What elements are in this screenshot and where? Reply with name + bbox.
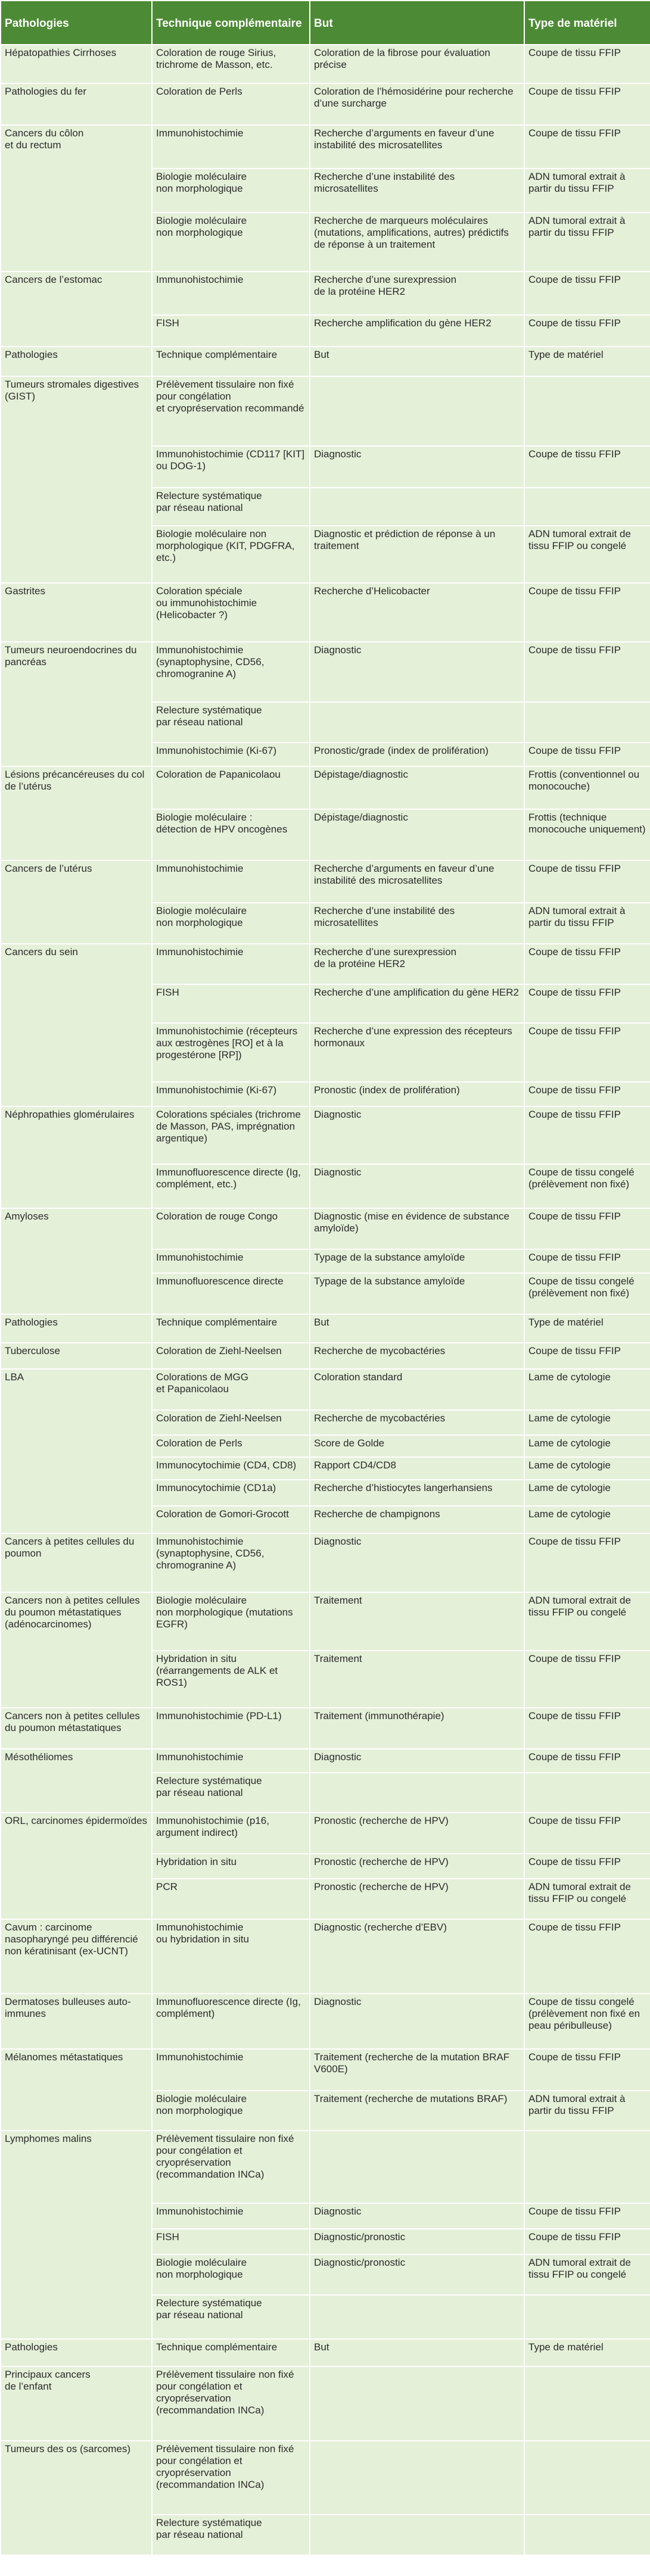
technique-cell: Immunohistochimie (Ki-67) [152, 743, 310, 766]
pathology-cell: Gastrites [1, 583, 152, 642]
material-cell: ADN tumoral extrait à partir du tissu FFIP [524, 169, 650, 213]
table-row [1, 2131, 650, 2203]
material-cell: ADN tumoral extrait de tissu FFIP ou congelé [524, 1592, 650, 1651]
material-cell [524, 2295, 650, 2339]
table-row [1, 2366, 650, 2441]
material-cell: ADN tumoral extrait à partir du tissu FFIP [524, 2091, 650, 2131]
technique-cell: Biologie moléculaire non morphologique (KIT, PDGFRA, etc.) [152, 526, 310, 583]
header-technique: Technique complémentaire [152, 1314, 310, 1343]
purpose-cell: Recherche de mycobactéries [310, 1343, 524, 1369]
pathology-cell: Mésothéliomes [1, 1749, 152, 1813]
technique-cell: Relecture systématique par réseau national [152, 702, 310, 743]
technique-cell: Immunohistochimie (synaptophysine, CD56, chromogranine A) [152, 642, 310, 702]
technique-cell: Coloration de Perls [152, 1435, 310, 1457]
pathology-cell: Amyloses [1, 1208, 152, 1314]
material-cell: Lame de cytologie [524, 1410, 650, 1435]
purpose-cell [310, 2366, 524, 2441]
material-cell: Coupe de tissu FFIP [524, 2229, 650, 2254]
pathology-cell: ORL, carcinomes épidermoïdes [1, 1813, 152, 1919]
technique-cell: Coloration de rouge Sirius, trichrome de Masson, etc. [152, 45, 310, 83]
technique-cell: Prélèvement tissulaire non fixé pour congélation et cryopréservation (recommandation INCa) [152, 2366, 310, 2441]
header-pathologies: Pathologies [1, 347, 152, 376]
header-technique: Technique complémentaire [152, 347, 310, 376]
technique-cell: Colorations spéciales (trichrome de Masson, PAS, imprégnation argentique) [152, 1106, 310, 1164]
technique-cell: Biologie moléculaire non morphologique (mutations EGFR) [152, 1592, 310, 1651]
material-cell: Coupe de tissu FFIP [524, 860, 650, 903]
purpose-cell: Diagnostic/pronostic [310, 2254, 524, 2295]
header-but: But [310, 347, 524, 376]
technique-cell: Immunohistochimie (p16, argument indirect) [152, 1813, 310, 1854]
material-cell: Coupe de tissu FFIP [524, 1249, 650, 1273]
technique-cell: PCR [152, 1879, 310, 1919]
technique-cell: Immunohistochimie (PD-L1) [152, 1708, 310, 1749]
material-cell: Lame de cytologie [524, 1457, 650, 1480]
technique-cell: Colorations de MGG et Papanicolaou [152, 1369, 310, 1410]
repeated-header-row [1, 2339, 650, 2366]
material-cell: ADN tumoral extrait à partir du tissu FFIP [524, 213, 650, 272]
purpose-cell: Diagnostic (recherche d’EBV) [310, 1919, 524, 1994]
material-cell: Coupe de tissu FFIP [524, 2049, 650, 2091]
purpose-cell [310, 2441, 524, 2515]
purpose-cell: Recherche d’arguments en faveur d’une instabilité des microsatellites [310, 860, 524, 903]
header-pathologies: Pathologies [1, 1314, 152, 1343]
technique-cell: Immunocytochimie (CD4, CD8) [152, 1457, 310, 1480]
material-cell: Frottis (technique monocouche uniquement) [524, 809, 650, 860]
pathology-cell: Cancers non à petites cellules du poumon métastatiques (adénocarcinomes) [1, 1592, 152, 1708]
material-cell: Lame de cytologie [524, 1435, 650, 1457]
material-cell: Coupe de tissu FFIP [524, 1919, 650, 1994]
technique-cell: Biologie moléculaire non morphologique [152, 213, 310, 272]
material-cell: Coupe de tissu FFIP [524, 1749, 650, 1773]
material-cell: Frottis (conventionnel ou monocouche) [524, 766, 650, 809]
table-row [1, 1749, 650, 1773]
material-cell: Coupe de tissu FFIP [524, 743, 650, 766]
table-row [1, 1708, 650, 1749]
technique-cell: Relecture systématique par réseau national [152, 1773, 310, 1813]
material-cell: Coupe de tissu FFIP [524, 2203, 650, 2229]
material-cell: Lame de cytologie [524, 1506, 650, 1533]
purpose-cell: Recherche de champignons [310, 1506, 524, 1533]
purpose-cell: Diagnostic (mise en évidence de substance amyloïde) [310, 1208, 524, 1249]
table-row [1, 944, 650, 984]
pathology-cell: Cancers du sein [1, 944, 152, 1106]
material-cell: Coupe de tissu FFIP [524, 315, 650, 347]
technique-cell: Immunohistochimie [152, 860, 310, 903]
table-row [1, 766, 650, 809]
technique-cell: Immunocytochimie (CD1a) [152, 1480, 310, 1506]
purpose-cell: Recherche amplification du gène HER2 [310, 315, 524, 347]
material-cell: Coupe de tissu FFIP [524, 1651, 650, 1708]
pathology-cell: Pathologies du fer [1, 83, 152, 125]
material-cell: Coupe de tissu FFIP [524, 45, 650, 83]
technique-cell: Coloration de Ziehl-Neelsen [152, 1410, 310, 1435]
technique-cell: Hybridation in situ [152, 1854, 310, 1879]
technique-cell: Coloration de Papanicolaou [152, 766, 310, 809]
technique-cell: Immunohistochimie (Ki-67) [152, 1082, 310, 1106]
purpose-cell [310, 2515, 524, 2555]
purpose-cell [310, 702, 524, 743]
pathology-cell: Tuberculose [1, 1343, 152, 1369]
material-cell: Coupe de tissu FFIP [524, 1813, 650, 1854]
material-cell: Coupe de tissu FFIP [524, 1208, 650, 1249]
purpose-cell: Recherche de marqueurs moléculaires (mutations, amplifications, autres) prédictifs de réponse à un traitement [310, 213, 524, 272]
table-row [1, 1208, 650, 1249]
purpose-cell: Diagnostic [310, 1994, 524, 2049]
purpose-cell: Diagnostic/pronostic [310, 2229, 524, 2254]
technique-cell: Prélèvement tissulaire non fixé pour congélation et cryopréservation recommandé [152, 376, 310, 446]
technique-cell: Hybridation in situ (réarrangements de ALK et ROS1) [152, 1651, 310, 1708]
purpose-cell: Pronostic (recherche de HPV) [310, 1879, 524, 1919]
table-row [1, 642, 650, 702]
pathology-cell: Principaux cancers de l’enfant [1, 2366, 152, 2441]
technique-cell: Coloration de rouge Congo [152, 1208, 310, 1249]
purpose-cell: Recherche d’arguments en faveur d’une instabilité des microsatellites [310, 125, 524, 169]
purpose-cell: Score de Golde [310, 1435, 524, 1457]
purpose-cell: Traitement [310, 1592, 524, 1651]
pathology-cell: Hépatopathies Cirrhoses [1, 45, 152, 83]
technique-cell: Immunofluorescence directe (Ig, complément) [152, 1994, 310, 2049]
material-cell [524, 2441, 650, 2515]
table-row [1, 1106, 650, 1164]
table-row [1, 83, 650, 125]
material-cell [524, 2131, 650, 2203]
header-pathologies: Pathologies [1, 1, 152, 45]
material-cell: Coupe de tissu congelé (prélèvement non fixé en peau péribulleuse) [524, 1994, 650, 2049]
pathology-cell: Cancers à petites cellules du poumon [1, 1533, 152, 1592]
pathology-cell: Cancers de l’estomac [1, 272, 152, 347]
purpose-cell [310, 376, 524, 446]
material-cell: ADN tumoral extrait de tissu FFIP ou congelé [524, 2254, 650, 2295]
purpose-cell: Pronostic (recherche de HPV) [310, 1854, 524, 1879]
technique-cell: Immunohistochimie (récepteurs aux œstrogènes [RO] et à la progestérone [RP]) [152, 1023, 310, 1082]
purpose-cell [310, 488, 524, 526]
material-cell: ADN tumoral extrait de tissu FFIP ou congelé [524, 526, 650, 583]
header-material: Type de matériel [524, 2339, 650, 2366]
repeated-header-row [1, 1314, 650, 1343]
material-cell: Coupe de tissu FFIP [524, 583, 650, 642]
pathology-cell: Cancers de l’utérus [1, 860, 152, 944]
purpose-cell: Coloration de la fibrose pour évaluation précise [310, 45, 524, 83]
purpose-cell: Recherche de mycobactéries [310, 1410, 524, 1435]
purpose-cell: Traitement [310, 1651, 524, 1708]
technique-cell: Immunohistochimie [152, 1249, 310, 1273]
material-cell: Coupe de tissu FFIP [524, 125, 650, 169]
table-row [1, 125, 650, 169]
purpose-cell: Recherche d’Helicobacter [310, 583, 524, 642]
technique-cell: FISH [152, 315, 310, 347]
table-row [1, 376, 650, 446]
purpose-cell: Diagnostic [310, 446, 524, 488]
pathology-cell: Tumeurs neuroendocrines du pancréas [1, 642, 152, 766]
purpose-cell: Typage de la substance amyloïde [310, 1273, 524, 1314]
material-cell: Coupe de tissu FFIP [524, 1854, 650, 1879]
table-row [1, 1592, 650, 1651]
purpose-cell: Diagnostic [310, 1106, 524, 1164]
material-cell: Coupe de tissu congelé (prélèvement non fixé) [524, 1164, 650, 1208]
technique-cell: Biologie moléculaire non morphologique [152, 169, 310, 213]
header-technique: Technique complémentaire [152, 1, 310, 45]
header-but: But [310, 1, 524, 45]
header-but: But [310, 2339, 524, 2366]
material-cell: Coupe de tissu FFIP [524, 1343, 650, 1369]
purpose-cell: Rapport CD4/CD8 [310, 1457, 524, 1480]
purpose-cell: Coloration standard [310, 1369, 524, 1410]
table-row [1, 1919, 650, 1994]
purpose-cell: Pronostic (recherche de HPV) [310, 1813, 524, 1854]
purpose-cell [310, 2131, 524, 2203]
header-material: Type de matériel [524, 1, 650, 45]
purpose-cell: Recherche d’une surexpression de la protéine HER2 [310, 944, 524, 984]
purpose-cell: Diagnostic et prédiction de réponse à un traitement [310, 526, 524, 583]
technique-cell: Immunohistochimie [152, 2203, 310, 2229]
technique-cell: Biologie moléculaire : détection de HPV oncogènes [152, 809, 310, 860]
pathology-cell: LBA [1, 1369, 152, 1533]
material-cell [524, 488, 650, 526]
table-row [1, 1994, 650, 2049]
purpose-cell: Diagnostic [310, 1533, 524, 1592]
material-cell: Coupe de tissu FFIP [524, 1708, 650, 1749]
technique-cell: Coloration de Ziehl-Neelsen [152, 1343, 310, 1369]
material-cell [524, 2515, 650, 2555]
table-row [1, 583, 650, 642]
material-cell [524, 1773, 650, 1813]
table-row [1, 272, 650, 315]
technique-cell: Immunohistochimie [152, 125, 310, 169]
table-row [1, 1533, 650, 1592]
material-cell: Coupe de tissu FFIP [524, 1533, 650, 1592]
material-cell: Coupe de tissu FFIP [524, 944, 650, 984]
purpose-cell: Recherche d’une surexpression de la protéine HER2 [310, 272, 524, 315]
pathology-cell: Cancers du côlon et du rectum [1, 125, 152, 272]
pathology-cell: Dermatoses bulleuses auto-immunes [1, 1994, 152, 2049]
material-cell: Coupe de tissu FFIP [524, 1082, 650, 1106]
purpose-cell: Diagnostic [310, 1749, 524, 1773]
technique-cell: Immunofluorescence directe (Ig, complément, etc.) [152, 1164, 310, 1208]
technique-cell: Immunohistochimie [152, 1749, 310, 1773]
header-pathologies: Pathologies [1, 2339, 152, 2366]
material-cell: Coupe de tissu FFIP [524, 984, 650, 1023]
technique-cell: Biologie moléculaire non morphologique [152, 2091, 310, 2131]
material-cell: Coupe de tissu FFIP [524, 642, 650, 702]
technique-cell: FISH [152, 2229, 310, 2254]
purpose-cell [310, 2295, 524, 2339]
purpose-cell: Recherche d’une instabilité des microsatellites [310, 903, 524, 944]
material-cell: Coupe de tissu FFIP [524, 1106, 650, 1164]
material-cell: Lame de cytologie [524, 1480, 650, 1506]
purpose-cell: Pronostic/grade (index de prolifération) [310, 743, 524, 766]
purpose-cell [310, 1773, 524, 1813]
material-cell [524, 702, 650, 743]
purpose-cell: Recherche d’une instabilité des microsatellites [310, 169, 524, 213]
purpose-cell: Dépistage/diagnostic [310, 766, 524, 809]
technique-cell: Immunofluorescence directe [152, 1273, 310, 1314]
table-header-row [1, 1, 650, 45]
purpose-cell: Recherche d’une amplification du gène HER2 [310, 984, 524, 1023]
purpose-cell: Diagnostic [310, 642, 524, 702]
purpose-cell: Dépistage/diagnostic [310, 809, 524, 860]
technique-cell: Coloration spéciale ou immunohistochimie (Helicobacter ?) [152, 583, 310, 642]
material-cell: Coupe de tissu FFIP [524, 446, 650, 488]
material-cell: Coupe de tissu FFIP [524, 83, 650, 125]
pathology-cell: Mélanomes métastatiques [1, 2049, 152, 2131]
material-cell: Coupe de tissu FFIP [524, 1023, 650, 1082]
table-row [1, 1813, 650, 1854]
technique-cell: Immunohistochimie (synaptophysine, CD56, chromogranine A) [152, 1533, 310, 1592]
purpose-cell: Traitement (recherche de la mutation BRAF V600E) [310, 2049, 524, 2091]
purpose-cell: Traitement (recherche de mutations BRAF) [310, 2091, 524, 2131]
table-row [1, 45, 650, 83]
material-cell [524, 376, 650, 446]
technique-cell: Relecture systématique par réseau national [152, 2515, 310, 2555]
technique-cell: Coloration de Gomori-Grocott [152, 1506, 310, 1533]
technique-cell: FISH [152, 984, 310, 1023]
header-material: Type de matériel [524, 1314, 650, 1343]
pathology-cell: Tumeurs stromales digestives (GIST) [1, 376, 152, 583]
pathology-cell: Cavum : carcinome nasopharyngé peu différencié non kératinisant (ex-UCNT) [1, 1919, 152, 1994]
technique-cell: Prélèvement tissulaire non fixé pour congélation et cryopréservation (recommandation INCa) [152, 2131, 310, 2203]
table-row [1, 2441, 650, 2515]
purpose-cell: Recherche d’une expression des récepteurs hormonaux [310, 1023, 524, 1082]
technique-cell: Biologie moléculaire non morphologique [152, 2254, 310, 2295]
table-row [1, 2049, 650, 2091]
technique-cell: Immunohistochimie [152, 944, 310, 984]
technique-cell: Coloration de Perls [152, 83, 310, 125]
material-cell: Coupe de tissu FFIP [524, 272, 650, 315]
technique-cell: Immunohistochimie [152, 2049, 310, 2091]
pathology-cell: Lésions précancéreuses du col de l’utérus [1, 766, 152, 860]
purpose-cell: Diagnostic [310, 2203, 524, 2229]
table-body [1, 1, 650, 2555]
pathology-cell: Tumeurs des os (sarcomes) [1, 2441, 152, 2555]
purpose-cell: Recherche d’histiocytes langerhansiens [310, 1480, 524, 1506]
purpose-cell: Diagnostic [310, 1164, 524, 1208]
material-cell: ADN tumoral extrait de tissu FFIP ou congelé [524, 1879, 650, 1919]
header-material: Type de matériel [524, 347, 650, 376]
technique-cell: Immunohistochimie ou hybridation in situ [152, 1919, 310, 1994]
technique-cell: Immunohistochimie [152, 272, 310, 315]
pathology-cell: Néphropathies glomérulaires [1, 1106, 152, 1208]
header-but: But [310, 1314, 524, 1343]
technique-cell: Immunohistochimie (CD117 [KIT] ou DOG-1) [152, 446, 310, 488]
purpose-cell: Traitement (immunothérapie) [310, 1708, 524, 1749]
purpose-cell: Pronostic (index de prolifération) [310, 1082, 524, 1106]
technique-cell: Prélèvement tissulaire non fixé pour congélation et cryopréservation (recommandation INCa) [152, 2441, 310, 2515]
material-cell: Lame de cytologie [524, 1369, 650, 1410]
header-technique: Technique complémentaire [152, 2339, 310, 2366]
table-row [1, 1369, 650, 1410]
pathology-cell: Cancers non à petites cellules du poumon métastatiques [1, 1708, 152, 1749]
purpose-cell: Coloration de l’hémosidérine pour recherche d’une surcharge [310, 83, 524, 125]
table-row [1, 860, 650, 903]
technique-cell: Relecture systématique par réseau national [152, 488, 310, 526]
table-row [1, 1343, 650, 1369]
purpose-cell: Typage de la substance amyloïde [310, 1249, 524, 1273]
repeated-header-row [1, 347, 650, 376]
pathology-cell: Lymphomes malins [1, 2131, 152, 2339]
technique-cell: Relecture systématique par réseau national [152, 2295, 310, 2339]
material-cell: ADN tumoral extrait à partir du tissu FFIP [524, 903, 650, 944]
technique-cell: Biologie moléculaire non morphologique [152, 903, 310, 944]
material-cell: Coupe de tissu congelé (prélèvement non fixé) [524, 1273, 650, 1314]
material-cell [524, 2366, 650, 2441]
